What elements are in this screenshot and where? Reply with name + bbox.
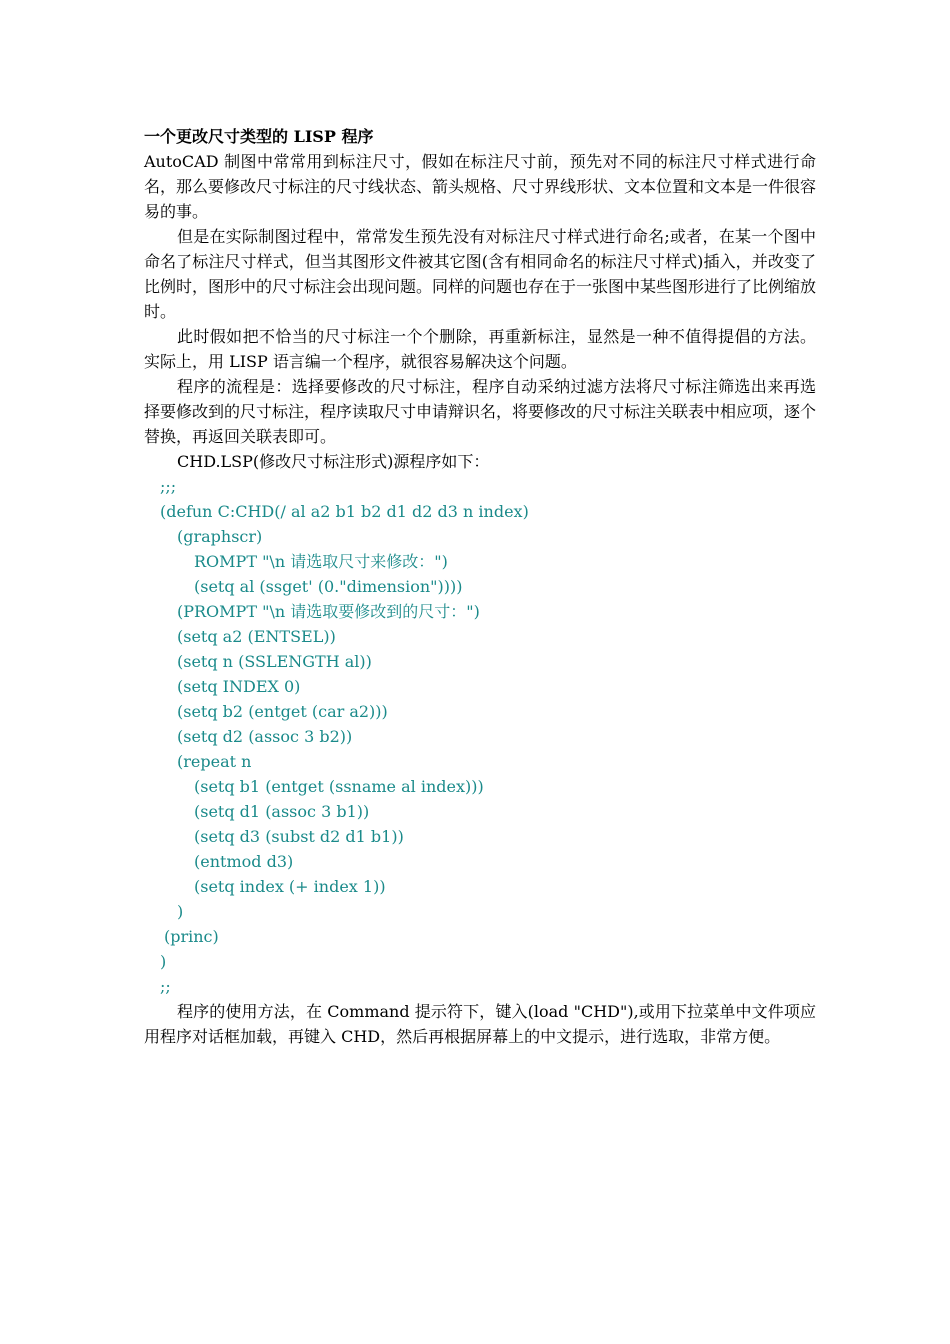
code-line: (setq d3 (subst d2 d1 b1)) [194, 827, 404, 846]
code-line: (setq d1 (assoc 3 b1)) [194, 802, 370, 821]
code-line: (entmod d3) [194, 852, 294, 871]
code-line: (defun C:CHD(/ al a2 b1 b2 d1 d2 d3 n index) [160, 502, 529, 521]
code-line: ) [160, 952, 167, 971]
code-line: (setq al (ssget' (0."dimension")))) [194, 577, 463, 596]
code-line: (PROMPT "\n 请选取要修改到的尺寸：") [177, 602, 480, 621]
code-line: (setq d2 (assoc 3 b2)) [177, 727, 353, 746]
code-line: ;;; [160, 477, 177, 496]
source-heading: CHD.LSP(修改尺寸标注形式)源程序如下： [177, 452, 490, 471]
code-line: ROMPT "\n 请选取尺寸来修改：") [194, 552, 448, 571]
flow-paragraph: 程序的流程是：选择要修改的尺寸标注，程序自动采纳过滤方法将尺寸标注筛选出来再选择要修改到的尺寸标注，程序读取尺寸申请辩识名，将要修改的尺寸标注关联表中相应项，逐个替换，再返回关联表即可。 [144, 377, 817, 446]
code-line: (graphscr) [177, 527, 263, 546]
code-line: (setq a2 (ENTSEL)) [177, 627, 336, 646]
lisp-source-code [144, 474, 816, 999]
code-line: (setq index (+ index 1)) [194, 877, 386, 896]
solution-paragraph: 此时假如把不恰当的尺寸标注一个个删除，再重新标注，显然是一种不值得提倡的方法。实际上，用 LISP 语言编一个程序，就很容易解决这个问题。 [144, 327, 816, 371]
document-page [144, 124, 816, 1049]
code-line: ;; [160, 977, 171, 996]
code-line: ) [177, 902, 184, 921]
code-line: (setq INDEX 0) [177, 677, 301, 696]
code-line: (princ) [164, 927, 219, 946]
code-line: (repeat n [177, 752, 252, 771]
code-line: (setq b1 (entget (ssname al index))) [194, 777, 484, 796]
usage-paragraph: 程序的使用方法，在 Command 提示符下，键入(load "CHD"),或用下拉菜单中文件项应用程序对话框加载，再键入 CHD，然后再根据屏幕上的中文提示，进行选取，非常方便。 [144, 1002, 816, 1046]
intro-paragraph: AutoCAD 制图中常常用到标注尺寸，假如在标注尺寸前，预先对不同的标注尺寸样式进行命名，那么要修改尺寸标注的尺寸线状态、箭头规格、尺寸界线形状、文本位置和文本是一件很容易的事。 [144, 152, 817, 221]
problem-paragraph: 但是在实际制图过程中，常常发生预先没有对标注尺寸样式进行命名;或者，在某一个图中命名了标注尺寸样式，但当其图形文件被其它图(含有相同命名的标注尺寸样式)插入，并改变了比例时，图形中的尺寸标注会出现问题。同样的问题也存在于一张图中某些图形进行了比例缩放时。 [144, 227, 817, 321]
code-line: (setq b2 (entget (car a2))) [177, 702, 388, 721]
document-title: 一个更改尺寸类型的 LISP 程序 [144, 127, 374, 146]
code-line: (setq n (SSLENGTH al)) [177, 652, 372, 671]
